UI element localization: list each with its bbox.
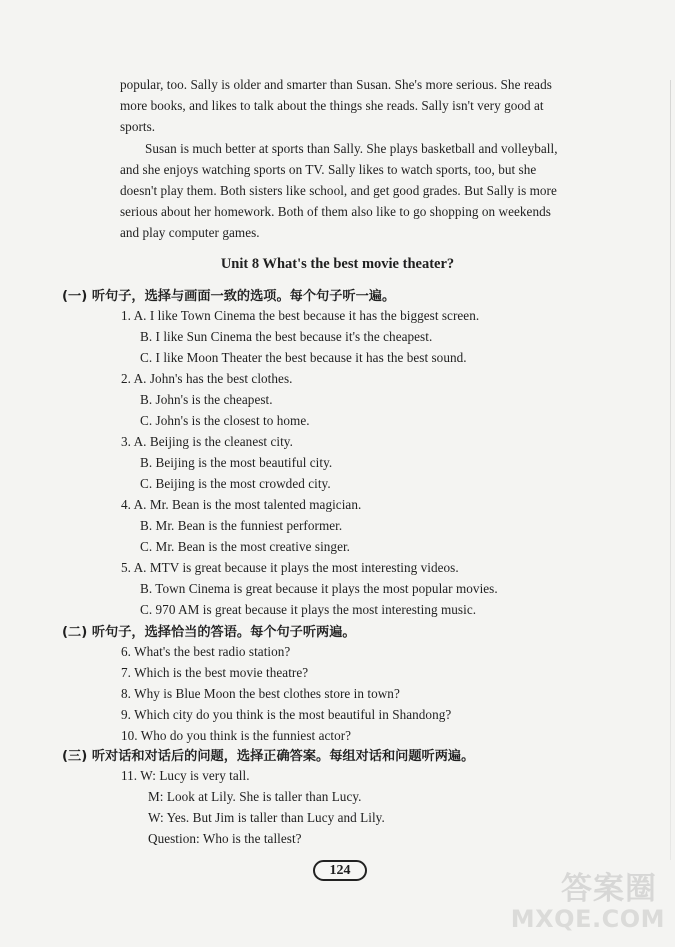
question-line: 2. A. John's has the best clothes.	[121, 371, 293, 386]
page-number: 124	[313, 860, 367, 881]
question-line: B. Beijing is the most beautiful city.	[140, 455, 333, 470]
unit-title: Unit 8 What's the best movie theater?	[220, 256, 455, 272]
question-line: C. I like Moon Theater the best because it has the best sound.	[140, 350, 467, 365]
watermark	[509, 863, 665, 933]
question-line: 10. Who do you think is the funniest actor?	[121, 728, 352, 743]
dialogue-line: W: Yes. But Jim is taller than Lucy and Lily.	[148, 810, 385, 825]
passage-line: Susan is much better at sports than Sally. She plays basketball and volleyball,	[145, 141, 558, 156]
passage-line: sports.	[120, 119, 156, 134]
question-line: B. I like Sun Cinema the best because it's the cheapest.	[140, 329, 433, 344]
question-line: 4. A. Mr. Bean is the most talented magician.	[121, 497, 362, 512]
question-line: B. Town Cinema is great because it plays the most popular movies.	[140, 581, 498, 596]
question-line: B. Mr. Bean is the funniest performer.	[140, 518, 343, 533]
dialogue-line: 11. W: Lucy is very tall.	[121, 768, 250, 783]
section-three-title: (三) 听对话和对话后的问题，选择正确答案。每组对话和问题听两遍。	[62, 749, 475, 764]
question-line: C. Mr. Bean is the most creative singer.	[140, 539, 351, 554]
question-line: 8. Why is Blue Moon the best clothes store in town?	[121, 686, 400, 701]
passage-line: doesn't play them. Both sisters like school, and get good grades. But Sally is more	[120, 183, 557, 198]
section-one-title: (一) 听句子，选择与画面一致的选项。每个句子听一遍。	[62, 289, 396, 304]
question-line: C. 970 AM is great because it plays the most interesting music.	[140, 602, 477, 617]
passage-line: more books, and likes to talk about the things she reads. Sally isn't very good at	[120, 98, 544, 113]
dialogue-line: M: Look at Lily. She is taller than Lucy.	[148, 789, 362, 804]
passage-line: serious about her homework. Both of them also like to go shopping on weekends	[120, 204, 551, 219]
passage-line: and play computer games.	[120, 225, 260, 240]
question-line: 6. What's the best radio station?	[121, 644, 291, 659]
watermark-url: MXQE.COM	[510, 905, 665, 933]
page-edge-shadow	[670, 80, 671, 860]
question-line: 3. A. Beijing is the cleanest city.	[121, 434, 293, 449]
question-line: 9. Which city do you think is the most beautiful in Shandong?	[121, 707, 452, 722]
passage-line: and she enjoys watching sports on TV. Sally likes to watch sports, too, but she	[120, 162, 537, 177]
question-line: 7. Which is the best movie theatre?	[121, 665, 309, 680]
question-line: 5. A. MTV is great because it plays the most interesting videos.	[121, 560, 459, 575]
question-line: 1. A. I like Town Cinema the best because it has the biggest screen.	[121, 308, 480, 323]
dialogue-line: Question: Who is the tallest?	[148, 831, 302, 846]
question-line: C. Beijing is the most crowded city.	[140, 476, 331, 491]
watermark-title: 答案圈	[561, 871, 657, 907]
question-line: C. John's is the closest to home.	[140, 413, 310, 428]
question-line: B. John's is the cheapest.	[140, 392, 273, 407]
section-two-title: (二) 听句子，选择恰当的答语。每个句子听两遍。	[62, 625, 356, 640]
passage-line: popular, too. Sally is older and smarter than Susan. She's more serious. She reads	[120, 77, 552, 92]
